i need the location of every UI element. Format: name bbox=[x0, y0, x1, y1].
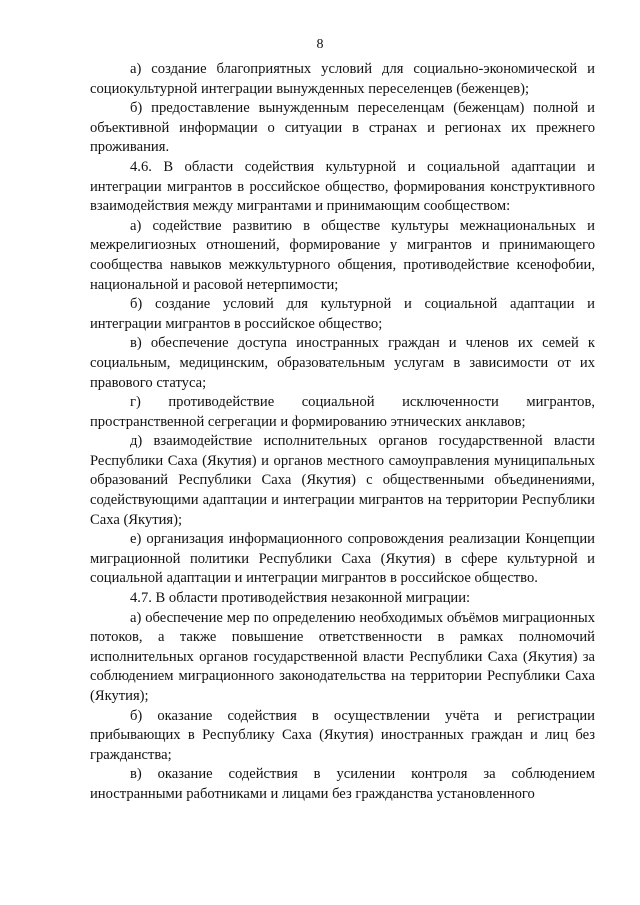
section-heading-4-6: 4.6. В области содействия культурной и социальной адаптации и интеграции мигрантов в российское общество, формирования конструктивного взаимодействия между мигрантами и принимающим сообществом: bbox=[90, 158, 595, 215]
paragraph-4-6-v: в) обеспечение доступа иностранных граждан и членов их семей к социальным, медицинским, образовательным услугам в зависимости от их правового статуса; bbox=[90, 335, 595, 391]
paragraph-4-7-v: в) оказание содействия в усилении контроля за соблюдением иностранными работниками и лицами без гражданства установленного bbox=[90, 766, 595, 802]
paragraph-4-6-b: б) создание условий для культурной и социальной адаптации и интеграции мигрантов в российское общество; bbox=[90, 296, 595, 332]
paragraph-4-7-b: б) оказание содействия в осуществлении учёта и регистрации прибывающих в Республику Саха (Якутия) иностранных граждан и лиц без гражданства; bbox=[90, 707, 595, 763]
paragraph-4-6-e: е) организация информационного сопровождения реализации Концепции миграционной политики Республики Саха (Якутия) в сфере культурной и социальной адаптации и интеграции мигрантов в российское общество. bbox=[90, 531, 595, 587]
page-number: 8 bbox=[316, 37, 324, 52]
paragraph-4-6-d: д) взаимодействие исполнительных органов государственной власти Республики Саха (Якутия) и органов местного самоуправления муниципальных образований Республики Саха (Якутия) с общественными объединениями, содействующими адаптации и интеграции мигрантов на территории Республики Саха (Якутия); bbox=[90, 433, 595, 528]
paragraph-4-6-g: г) противодействие социальной исключенности мигрантов, пространственной сегрегации и формированию этнических анклавов; bbox=[90, 394, 595, 430]
paragraph-4-5-a: а) создание благоприятных условий для социально-экономической и социокультурной интеграции вынужденных переселенцев (беженцев); bbox=[90, 61, 595, 97]
document-body bbox=[90, 60, 595, 805]
paragraph-4-7-a: а) обеспечение мер по определению необходимых объёмов миграционных потоков, а также повышение ответственности в рамках полномочий исполнительных органов государственной власти Республики Саха (Якутия) за соблюдением миграционного законодательства на территории Республики Саха (Якутия); bbox=[90, 609, 595, 704]
section-heading-4-7: 4.7. В области противодействия незаконной миграции: bbox=[130, 590, 471, 607]
paragraph-4-6-a: а) содействие развитию в обществе культуры межнациональных и межрелигиозных отношений, формирование у мигрантов и принимающего сообщества навыков межкультурного общения, противодействие ксенофобии, национальной и расовой нетерпимости; bbox=[90, 217, 595, 293]
paragraph-4-5-b: б) предоставление вынужденным переселенцам (беженцам) полной и объективной информации о ситуации в странах и регионах их прежнего проживания. bbox=[90, 100, 595, 156]
